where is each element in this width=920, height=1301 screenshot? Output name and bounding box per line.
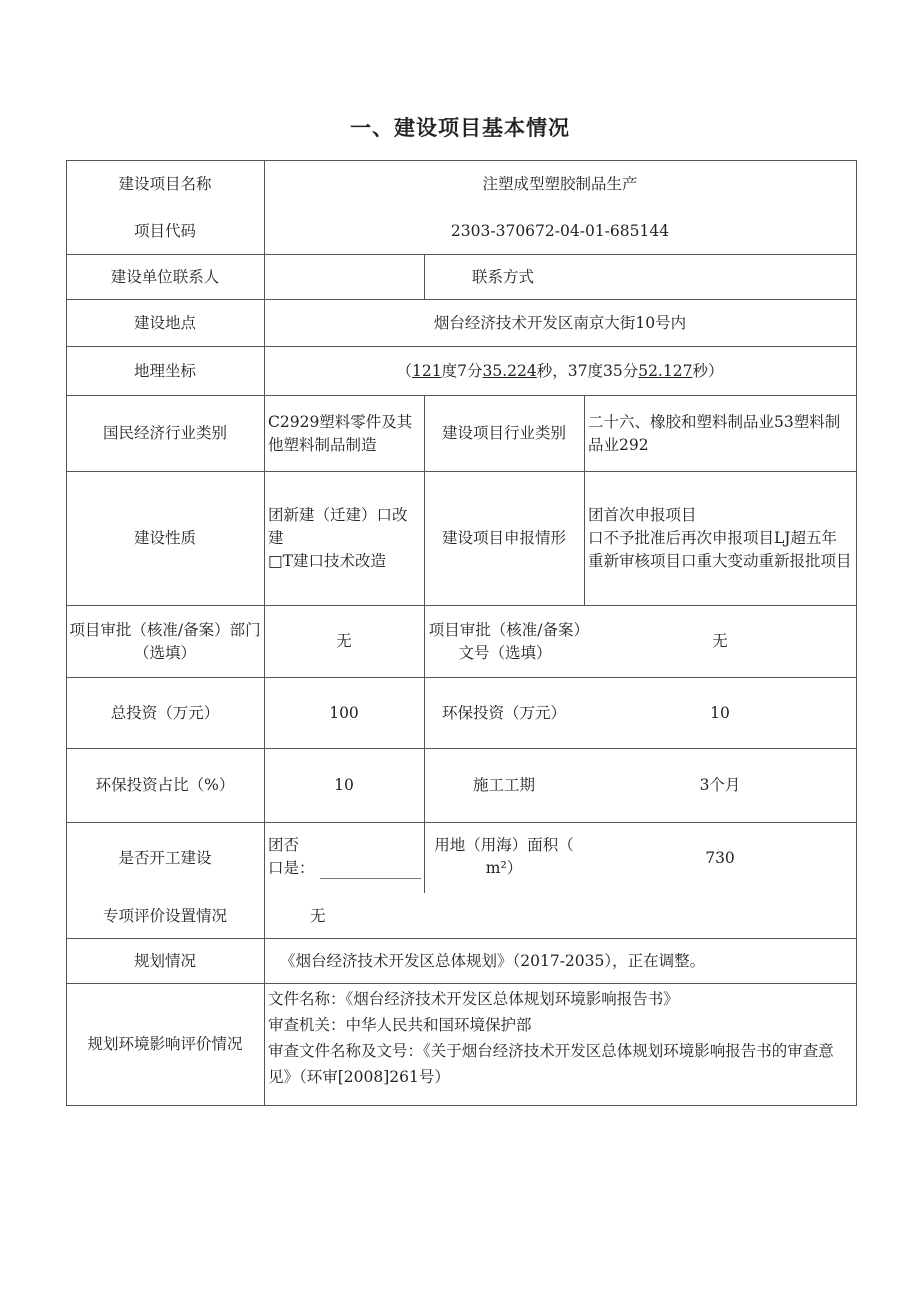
page-title: 一、建设项目基本情况 [350, 116, 570, 140]
special-evaluation-label: 专项评价设置情况 [102, 906, 227, 925]
contact-person-label: 建设单位联系人 [110, 267, 220, 286]
longitude-degrees: 121 [412, 361, 442, 380]
planning-eia-file: 文件名称：《烟台经济技术开发区总体规划环境影响报告书》 [268, 990, 679, 1008]
construction-period-value: 3个月 [699, 776, 741, 794]
industry-category-label: 国民经济行业类别 [102, 424, 227, 442]
industry-category-value: C2929塑料零件及其他塑料制品制造 [268, 412, 413, 454]
project-code-value: 2303-370672-04-01-685144 [450, 221, 670, 240]
total-investment-label: 总投资（万元） [110, 703, 220, 722]
table-border [66, 160, 857, 161]
latitude-seconds: 52.127 [638, 361, 693, 380]
project-industry-value: 二十六、橡胶和塑料制品业53塑料制品业292 [588, 412, 841, 454]
report-situation-label: 建设项目申报情形 [441, 529, 566, 547]
construction-nature-value [268, 472, 422, 605]
approval-number-label: 项目审批（核准/备案）文号（选填） [428, 620, 582, 662]
report-option-first: 团首次申报项目 [588, 506, 697, 524]
coordinates-label: 地理坐标 [133, 361, 196, 380]
env-ratio-label: 环保投资占比（%） [95, 776, 235, 794]
location-value: 烟台经济技术开发区南京大街10号内 [433, 313, 687, 332]
land-area-value: 730 [705, 848, 735, 867]
report-option-other: 口不予批准后再次申报项目LJ超五年重新审核项目口重大变动重新报批项目 [588, 529, 852, 570]
env-investment-value: 10 [710, 703, 730, 722]
table-border [66, 1105, 857, 1106]
report-situation-value [588, 472, 852, 605]
approval-dept-value: 无 [336, 632, 352, 650]
special-evaluation-value: 无 [310, 906, 326, 925]
total-investment-value: 100 [329, 703, 359, 722]
planning-eia-document: 审查文件名称及文号：《关于烟台经济技术开发区总体规划环境影响报告书的审查意见》（环审[2008]261号） [268, 1042, 834, 1086]
planning-eia-label: 规划环境影响评价情况 [87, 1035, 243, 1053]
land-area-label-line1: 用地（用海）面积（ [434, 836, 574, 854]
planning-value: 《烟台经济技术开发区总体规划》（2017-2035），正在调整。 [280, 951, 706, 970]
coord-mid: 秒，37度35分 [536, 361, 639, 380]
location-label: 建设地点 [133, 313, 196, 332]
construction-nature-label: 建设性质 [133, 529, 196, 547]
contact-method-value [600, 255, 856, 299]
contact-method-label: 联系方式 [472, 267, 535, 286]
coord-open: （ [396, 361, 413, 380]
nature-option-new: 团新建（迁建）口改建 [268, 506, 408, 547]
planning-label: 规划情况 [133, 951, 196, 970]
land-area-label-line2: m²） [485, 859, 523, 877]
started-value [268, 830, 422, 884]
table-rule [424, 254, 425, 300]
land-area-label [426, 830, 582, 884]
longitude-seconds: 35.224 [482, 361, 537, 380]
planning-eia-authority: 审查机关：中华人民共和国环境保护部 [268, 1016, 532, 1034]
approval-dept-label: 项目审批（核准/备案）部门（选填） [69, 620, 261, 662]
project-industry-label: 建设项目行业类别 [441, 424, 566, 442]
project-name-label: 建设项目名称 [118, 174, 212, 193]
coordinates-value [264, 347, 856, 395]
env-investment-label: 环保投资（万元） [441, 703, 566, 722]
coord-close: 秒） [692, 361, 724, 380]
planning-eia-value [268, 986, 852, 1104]
coord-deg-min: 度7分 [441, 361, 483, 380]
started-label: 是否开工建设 [118, 848, 212, 867]
construction-period-label: 施工工期 [472, 776, 535, 794]
table-border [856, 160, 857, 1106]
approval-number-value: 无 [712, 632, 728, 650]
project-name-value: 注塑成型塑胶制品生产 [482, 174, 638, 193]
project-code-label: 项目代码 [133, 221, 196, 240]
started-option-no: 团否 [268, 836, 300, 854]
started-option-yes: 口是： [268, 859, 315, 877]
nature-option-tech: □T建口技术改造 [268, 552, 386, 570]
env-ratio-value: 10 [334, 776, 354, 794]
table-rule [584, 395, 585, 605]
contact-person-value [264, 255, 424, 299]
